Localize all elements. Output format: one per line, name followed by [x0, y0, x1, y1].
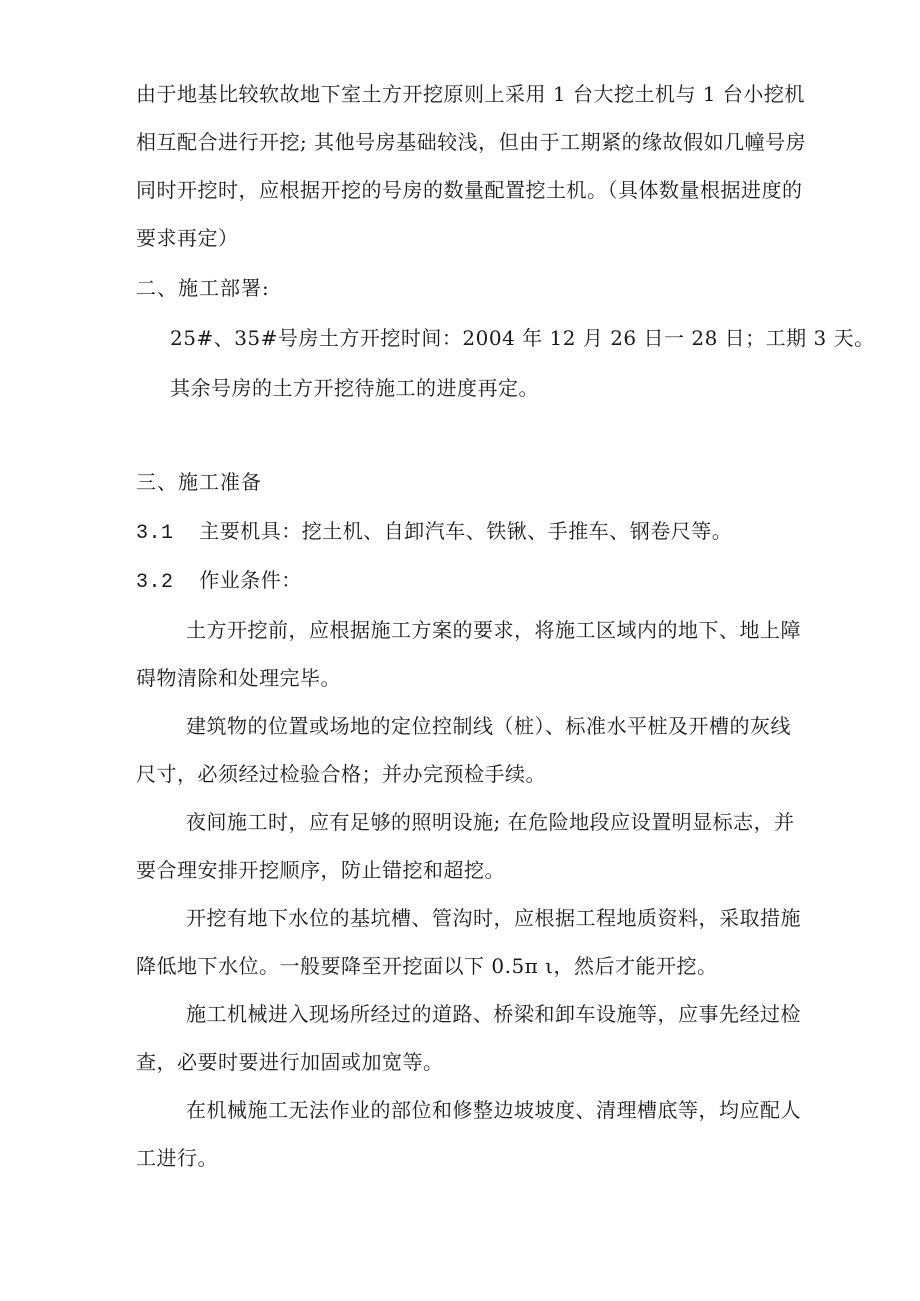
para-1-line-2: 碍物清除和处理完毕。 — [136, 666, 341, 690]
para-1-line-1: 土方开挖前，应根据施工方案的要求，将施工区域内的地下、地上障 — [186, 618, 801, 642]
item-3-1 — [136, 517, 732, 548]
section-2-remaining: 其余号房的土方开挖待施工的进度再定。 — [170, 376, 539, 400]
section-3-heading: 三、施工准备 — [136, 470, 262, 494]
para-6-line-2: 工进行。 — [136, 1146, 218, 1170]
intro-line-2: 相互配合进行开挖; 其他号房基础较浅，但由于工期紧的缘故假如几幢号房 — [136, 130, 807, 154]
para-4-line-2: 降低地下水位。一般要降至开挖面以下 0.5π ι，然后才能开挖。 — [136, 954, 718, 978]
item-3-2 — [136, 566, 302, 597]
intro-line-3: 同时开挖时，应根据开挖的号房的数量配置挖土机。（具体数量根据进度的 — [136, 178, 803, 202]
para-5-line-2: 查，必要时要进行加固或加宽等。 — [136, 1050, 444, 1074]
para-3-line-1: 夜间施工时，应有足够的照明设施; 在危险地段应设置明显标志，并 — [186, 810, 795, 834]
para-4-line-1: 开挖有地下水位的基坑槽、管沟时，应根据工程地质资料，采取措施 — [186, 906, 801, 930]
para-3-line-2: 要合理安排开挖顺序，防止错挖和超挖。 — [136, 858, 505, 882]
item-3-2-text: 作业条件： — [199, 568, 302, 592]
item-3-1-number: 3.1 — [136, 522, 174, 545]
item-3-2-number: 3.2 — [136, 571, 174, 594]
para-6-line-1: 在机械施工无法作业的部位和修整边坡坡度、清理槽底等，均应配人 — [186, 1098, 801, 1122]
intro-line-1: 由于地基比较软故地下室土方开挖原则上采用 1 台大挖土机与 1 台小挖机 — [136, 82, 805, 106]
para-5-line-1: 施工机械进入现场所经过的道路、桥梁和卸车设施等，应事先经过检 — [186, 1002, 801, 1026]
section-2-heading: 二、施工部署: — [136, 276, 270, 300]
intro-line-4: 要求再定） — [136, 226, 239, 250]
para-2-line-2: 尺寸，必须经过检验合格；并办完预检手续。 — [136, 762, 546, 786]
item-3-1-text: 主要机具：挖土机、自卸汽车、铁锹、手推车、钢卷尺等。 — [199, 519, 733, 543]
para-2-line-1: 建筑物的位置或场地的定位控制线（桩）、标准水平桩及开槽的灰线 — [186, 714, 791, 738]
section-2-schedule: 25#、35#号房土方开挖时间：2004 年 12 月 26 日一 28 日；工期 3 天。 — [170, 326, 875, 350]
